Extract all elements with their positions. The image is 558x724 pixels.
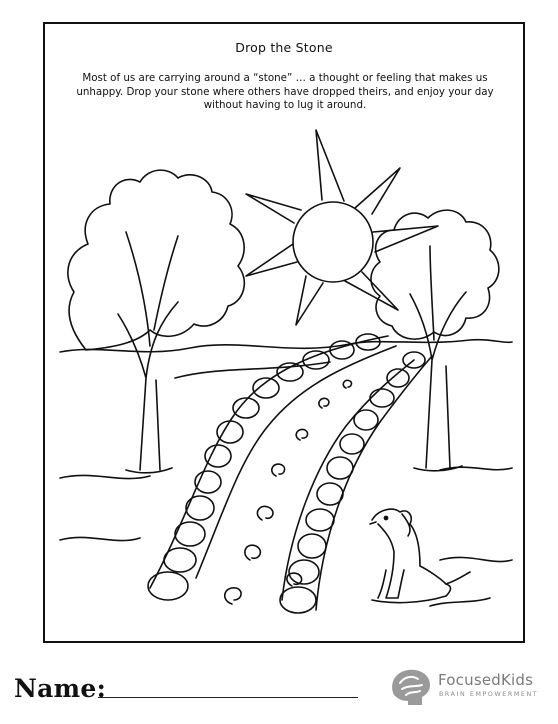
intro-line: Most of us are carrying around a “stone” … a thought or feeling that makes us (82, 72, 488, 84)
worksheet-title: Drop the Stone (235, 40, 333, 55)
dog (370, 509, 470, 602)
logo-tagline: BRAIN EMPOWERMENT (439, 691, 539, 698)
intro-line: without having to lug it around. (203, 99, 367, 111)
grass-stroke (430, 598, 490, 606)
brain-head-icon (388, 665, 434, 709)
name-write-line[interactable] (98, 697, 358, 698)
intro-line: unhappy. Drop your stone where others have dropped theirs, and enjoy your day (76, 85, 494, 98)
logo-brand-name: FocusedKids (438, 671, 534, 689)
stone-lined-path (148, 334, 432, 613)
sun (246, 130, 438, 325)
hills (60, 340, 512, 562)
focusedkids-logo (388, 665, 548, 709)
name-label: Name: (14, 674, 107, 703)
